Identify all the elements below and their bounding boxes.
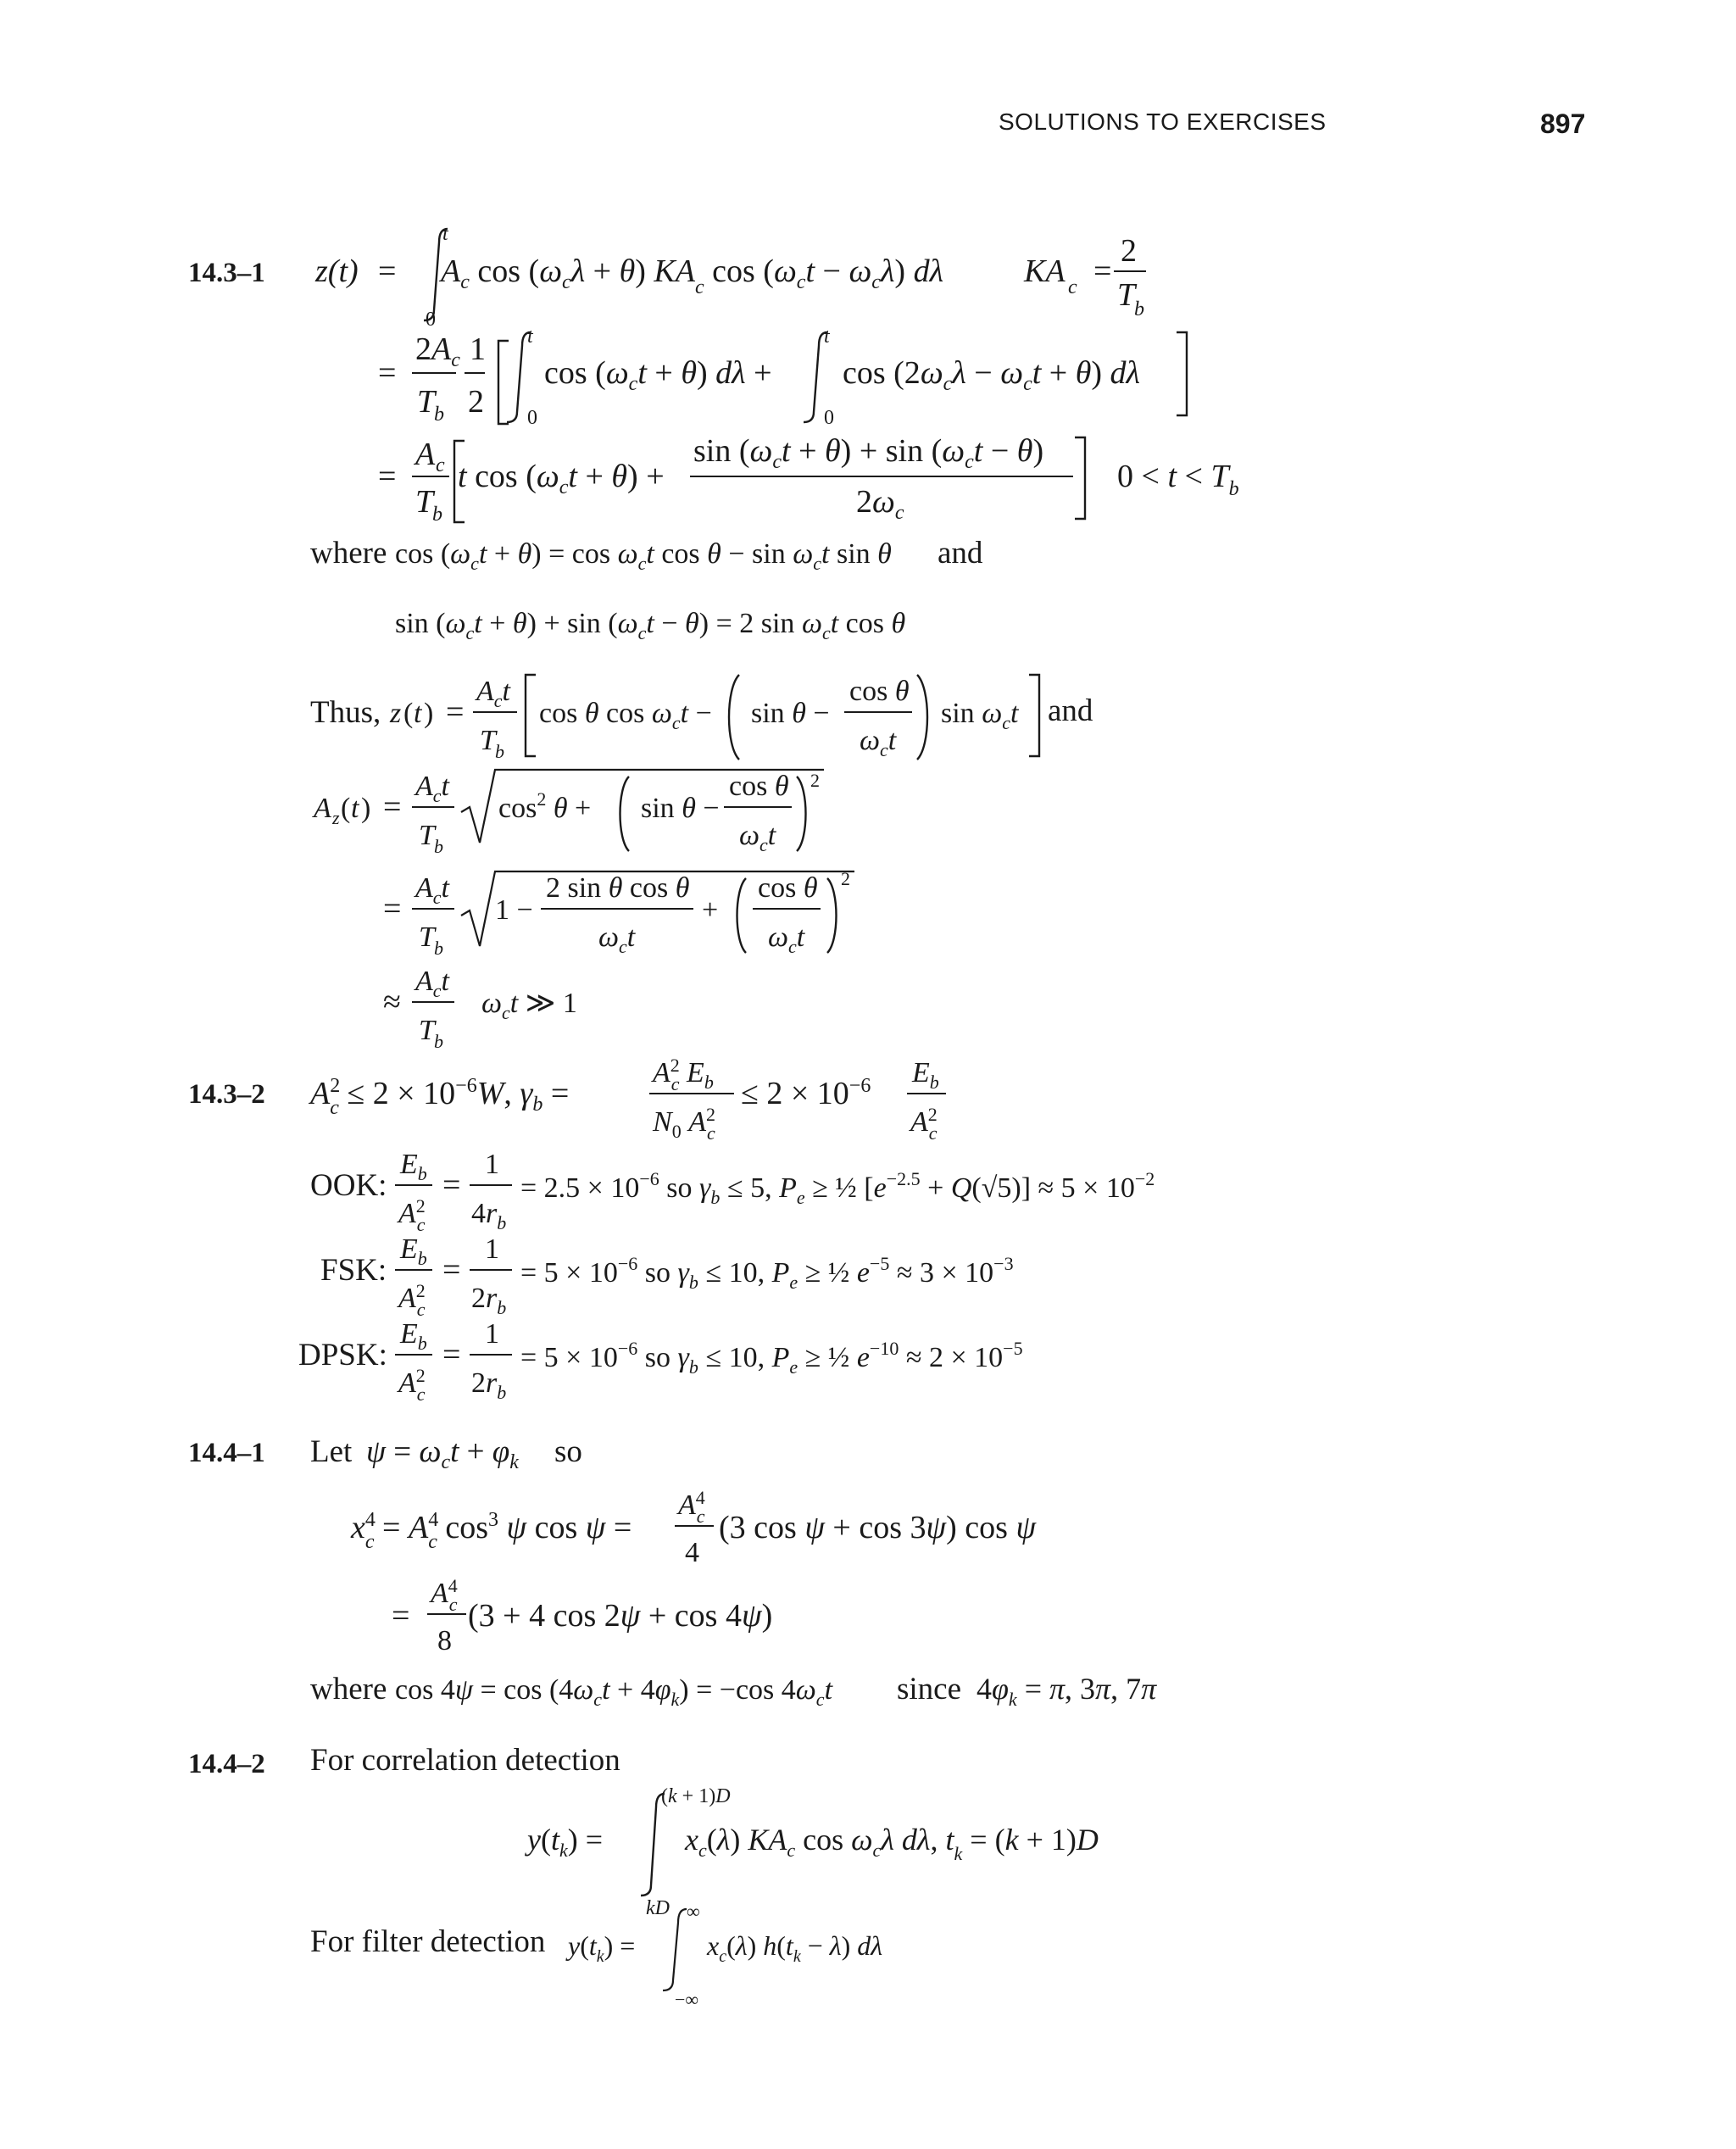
svg-text:kD: kD <box>646 1897 670 1919</box>
svg-text:y(tk) =: $y(t_k)$ = <box>568 1930 636 1966</box>
svg-text:): ) <box>424 698 434 729</box>
svg-text:ωct: $\omega_ct$ <box>739 820 776 855</box>
svg-text:1: 1 <box>470 331 486 367</box>
svg-text:b: b <box>434 404 444 426</box>
svg-text:sin (ωct + θ) + sin (ωct − θ): $\sin (\omega_ct + \theta) + \sin (\omega_ct - \theta) = 2$ $\sin \omega_ct$ cos θ <box>395 608 906 643</box>
svg-text:T: T <box>1117 277 1136 313</box>
svg-text:Act: $A_ct$ <box>415 872 449 908</box>
svg-text:cos θ: cos θ <box>849 676 910 707</box>
svg-text:b: b <box>434 1031 443 1052</box>
exercise-number-14-4-2: 14.4–2 <box>188 1749 265 1779</box>
svg-text:cos 4ψ = cos (4ωct + 4φk) = −c: $\cos 4\psi = \cos (4\omega_ct + 4\varphi_k) = -\cos$ $4\omega_ct$ <box>395 1674 833 1710</box>
svg-text:cos (2ωcλ − ωct + θ) dλ: $\cos (2\omega_c\lambda - \omega_ct + \theta)$ dλ <box>843 355 1141 395</box>
svg-text:cos (ωct + θ) dλ +: $\cos (\omega_ct + \theta) d\lambda$ + <box>544 355 772 395</box>
svg-text:A4c: $A^4$ c <box>678 1487 705 1527</box>
svg-text:∞: ∞ <box>687 1901 700 1922</box>
svg-text:= 5 × 10−6 so γb ≤ 10, Pe ≥ ½: = $5 \times 10^{-6}$ so $\gamma_b \le 10$, $P_e$ ≥ ½ $e^{-5} \approx 3 \times 10^{-3}$ <box>520 1253 1014 1293</box>
svg-text:b: b <box>495 741 504 762</box>
svg-text:(: ( <box>403 698 414 729</box>
svg-text:0: 0 <box>426 309 436 331</box>
svg-text:=: = <box>1093 253 1112 289</box>
svg-text:A: A <box>314 793 331 824</box>
svg-text:ωct: $\omega_ct$ <box>860 725 897 760</box>
svg-text:Eb: $E_b$ <box>400 1318 427 1354</box>
and-word-2: and <box>1048 693 1093 728</box>
svg-text:sin θ −: sin θ − <box>751 698 830 729</box>
svg-text:2ωc: $2\omega_c$ <box>856 484 904 524</box>
dpsk-label: DPSK: <box>298 1338 387 1372</box>
solution-14-3-1-equations <box>0 0 1736 1068</box>
svg-text:b: b <box>432 504 442 526</box>
svg-text:(: ( <box>341 793 351 824</box>
svg-text:T: T <box>417 384 436 420</box>
exercise-number-14-4-1: 14.4–1 <box>188 1438 265 1468</box>
svg-text:A2c Eb: $A^2$ c $E_b$ <box>653 1055 714 1094</box>
svg-text:t: t <box>351 793 359 824</box>
svg-text:z: z <box>332 807 340 828</box>
svg-text:z: z <box>390 698 402 729</box>
svg-text:2rb: $2r_b$ <box>471 1367 507 1403</box>
svg-text:A2c: $A^2$ c <box>398 1195 426 1235</box>
svg-text:T: T <box>419 921 435 953</box>
solution-14-3-2-equations <box>0 1051 1736 1407</box>
svg-text:z(t): z(t) <box>315 253 359 289</box>
svg-text:cos θ cos ωct −: cos θ $\cos \omega_ct$ − <box>539 698 712 733</box>
svg-text:≤ 2 × 10−6: ≤ $2 \times 10^{-6}$ <box>741 1075 871 1111</box>
svg-text:2: 2 <box>468 384 484 420</box>
svg-text:0: 0 <box>824 407 834 429</box>
svg-text:T: T <box>415 484 434 520</box>
svg-text:Act: $A_ct$ <box>415 966 449 1001</box>
svg-text:): ) <box>361 793 371 824</box>
svg-text:sin θ −: sin θ − <box>641 793 720 824</box>
svg-text:t cos (ωct + θ) +: t $\cos (\omega_ct + \theta)$ + <box>458 459 665 498</box>
svg-text:8: 8 <box>437 1625 452 1656</box>
svg-text:0: 0 <box>527 407 537 429</box>
svg-text:N0 A2c: $N_0$ $A^2$ c <box>653 1104 715 1144</box>
svg-text:b: b <box>434 836 443 857</box>
svg-text:xc(λ) KAc cos ωcλ dλ, tk = (: $x_c(\lambda)$ $KA_c$ $\cos \omega_c\lambda$ dλ, $t_k = (k + 1)D$ <box>685 1823 1099 1864</box>
svg-text:(3 cos ψ + cos 3ψ) cos ψ: (3 cos ψ + cos 3ψ) cos ψ <box>719 1510 1037 1545</box>
svg-text:2: 2 <box>841 868 850 889</box>
svg-text:ωct: $\omega_ct$ <box>598 921 636 957</box>
svg-text:Ac cos (ωcλ + θ) KAc cos (ωct: $A_c$ $\cos (\omega_c\lambda + \theta)$ $KA_c$ $\cos (\omega_ct - \omega_c\lambda)$ dλ <box>441 253 944 298</box>
svg-text:−∞: −∞ <box>675 1989 699 2010</box>
svg-text:x4c = A4c cos3 ψ cos ψ =: $x^4$ $c = A^4$ c $\cos^3 \psi$ cos ψ = <box>351 1509 632 1553</box>
svg-text:(k + 1)D: (k + 1)D <box>661 1785 731 1807</box>
svg-text:1 −: 1 − <box>495 894 533 926</box>
svg-text:=: = <box>442 1167 461 1203</box>
svg-text:= 2.5 × 10−6 so γb ≤ 5, Pe ≥ ½: = $2.5 \times 10^{-6}$ so $\gamma_b \le 5$, $P_e$ ≥ ½ $[e^{-2.5} + Q(√5)] \approx 5 \times 10^{-2}$ <box>520 1168 1155 1208</box>
svg-text:t: t <box>527 326 533 348</box>
svg-text:=: = <box>446 694 465 730</box>
svg-text:ψ = ωct + φk: $\psi = \omega_ct + \varphi_k$ <box>366 1434 519 1473</box>
svg-text:Act: $A_ct$ <box>415 771 449 806</box>
svg-text:cos θ: cos θ <box>758 872 818 904</box>
svg-text:2rb: $2r_b$ <box>471 1283 507 1318</box>
svg-text:c: c <box>1068 276 1077 298</box>
ook-label: OOK: <box>310 1168 387 1203</box>
svg-text:b: b <box>1134 298 1144 320</box>
svg-text:2: 2 <box>810 770 820 791</box>
page-number: 897 <box>1540 109 1586 139</box>
svg-text:Eb: $E_b$ <box>400 1149 427 1184</box>
where-word: where <box>310 536 387 571</box>
svg-text:2Ac: $2A_c$ <box>415 331 460 371</box>
svg-text:A2c: $A^2$ c <box>910 1104 938 1144</box>
where-word-2: where <box>310 1672 387 1706</box>
svg-text:sin ωct: $\sin \omega_ct$ <box>941 698 1019 733</box>
svg-text:cos θ: cos θ <box>729 771 789 802</box>
svg-text:4φk = π, 3π, 7π: $4\varphi_k = \pi$, 3π, 7π <box>976 1672 1157 1710</box>
since-word: since <box>897 1672 962 1706</box>
svg-text:A4c: $A^4$ c <box>431 1575 458 1615</box>
svg-text:sin (ωct + θ) + sin (ωct − θ): $\sin (\omega_ct + \theta) + \sin (\omega_ct - \theta)$ <box>693 433 1044 473</box>
so-word: so <box>554 1434 582 1469</box>
svg-text:=: = <box>383 789 402 825</box>
svg-text:t: t <box>442 223 448 245</box>
exercise-number-14-3-2: 14.3–2 <box>188 1079 265 1110</box>
svg-text:=: = <box>378 253 397 289</box>
svg-text:c: c <box>436 454 445 476</box>
solution-14-4-1-equations <box>0 1424 1736 1721</box>
svg-text:0 < t < Tb: $0 < t < T_b$ <box>1117 459 1239 500</box>
svg-text:1: 1 <box>485 1149 499 1180</box>
svg-text:Eb: $E_b$ <box>912 1057 939 1093</box>
svg-text:(3 + 4 cos 2ψ + cos 4ψ): (3 + 4 cos 2ψ + cos 4ψ) <box>468 1598 773 1634</box>
svg-text:ωct: $\omega_ct$ <box>768 921 805 957</box>
svg-text:cos2 θ +: $\cos^2 \theta$ + <box>498 788 592 824</box>
svg-text:cos (ωct + θ) = cos ωct cos θ: $\cos (\omega_ct + \theta) = \cos \omega_ct$ $\cos \theta - \sin \omega_ct$ sin θ <box>395 538 892 574</box>
svg-text:T: T <box>419 820 435 851</box>
svg-text:2 sin θ cos θ: 2 sin θ cos θ <box>546 872 690 904</box>
svg-text:=: = <box>378 459 397 494</box>
svg-text:=: = <box>383 891 402 927</box>
svg-text:T: T <box>480 725 496 756</box>
svg-text:≈: ≈ <box>383 984 401 1020</box>
svg-text:= 5 × 10−6 so γb ≤ 10, Pe ≥ ½: = $5 \times 10^{-6}$ so $\gamma_b \le 10$, $P_e$ ≥ ½ $e^{-10} \approx 2 \times 10^{-5}$ <box>520 1338 1023 1378</box>
filter-detection-text: For filter detection <box>310 1924 546 1959</box>
solution-14-4-2-equations <box>0 1729 1736 2018</box>
svg-text:Eb: $E_b$ <box>400 1233 427 1269</box>
svg-text:A2c ≤ 2 × 10−6W, γb =: $A^2$ $c \le 2 \times 10^{-6}W$, $\gamma_b$ = <box>310 1075 570 1119</box>
svg-text:t: t <box>824 326 830 348</box>
svg-text:+: + <box>702 894 719 926</box>
svg-text:A: A <box>415 437 436 472</box>
svg-text:b: b <box>434 938 443 959</box>
fsk-label: FSK: <box>320 1253 387 1288</box>
svg-text:=: = <box>392 1598 410 1634</box>
svg-text:=: = <box>378 355 397 391</box>
svg-text:=: = <box>442 1337 461 1372</box>
svg-text:4: 4 <box>685 1537 699 1568</box>
svg-text:1: 1 <box>485 1233 499 1265</box>
svg-text:A2c: $A^2$ c <box>398 1365 426 1405</box>
running-header: SOLUTIONS TO EXERCISES <box>999 109 1327 135</box>
svg-text:T: T <box>419 1015 435 1046</box>
svg-text:y(tk) =: $y(t_k)$ = <box>527 1823 604 1861</box>
correlation-detection-text: For correlation detection <box>310 1743 620 1778</box>
svg-text:t: t <box>414 698 422 729</box>
svg-text:xc(λ) h(tk − λ) dλ: $x_c(\lambda) h(t_k - \lambda)$ dλ <box>707 1930 883 1966</box>
thus-word: Thus, <box>310 695 381 730</box>
svg-text:ωct ≫ 1: $\omega_ct$ ≫ 1 <box>481 988 577 1023</box>
let-word: Let <box>310 1434 353 1469</box>
svg-text:2: 2 <box>1121 233 1137 269</box>
and-word: and <box>938 536 983 571</box>
exercise-number-14-3-1: 14.3–1 <box>188 258 265 288</box>
svg-text:A2c: $A^2$ c <box>398 1280 426 1320</box>
svg-text:=: = <box>442 1252 461 1288</box>
svg-text:1: 1 <box>485 1318 499 1350</box>
svg-text:4rb: $4r_b$ <box>471 1198 507 1233</box>
svg-text:Act: $A_ct$ <box>476 676 510 711</box>
svg-text:KA: KA <box>1024 253 1066 289</box>
